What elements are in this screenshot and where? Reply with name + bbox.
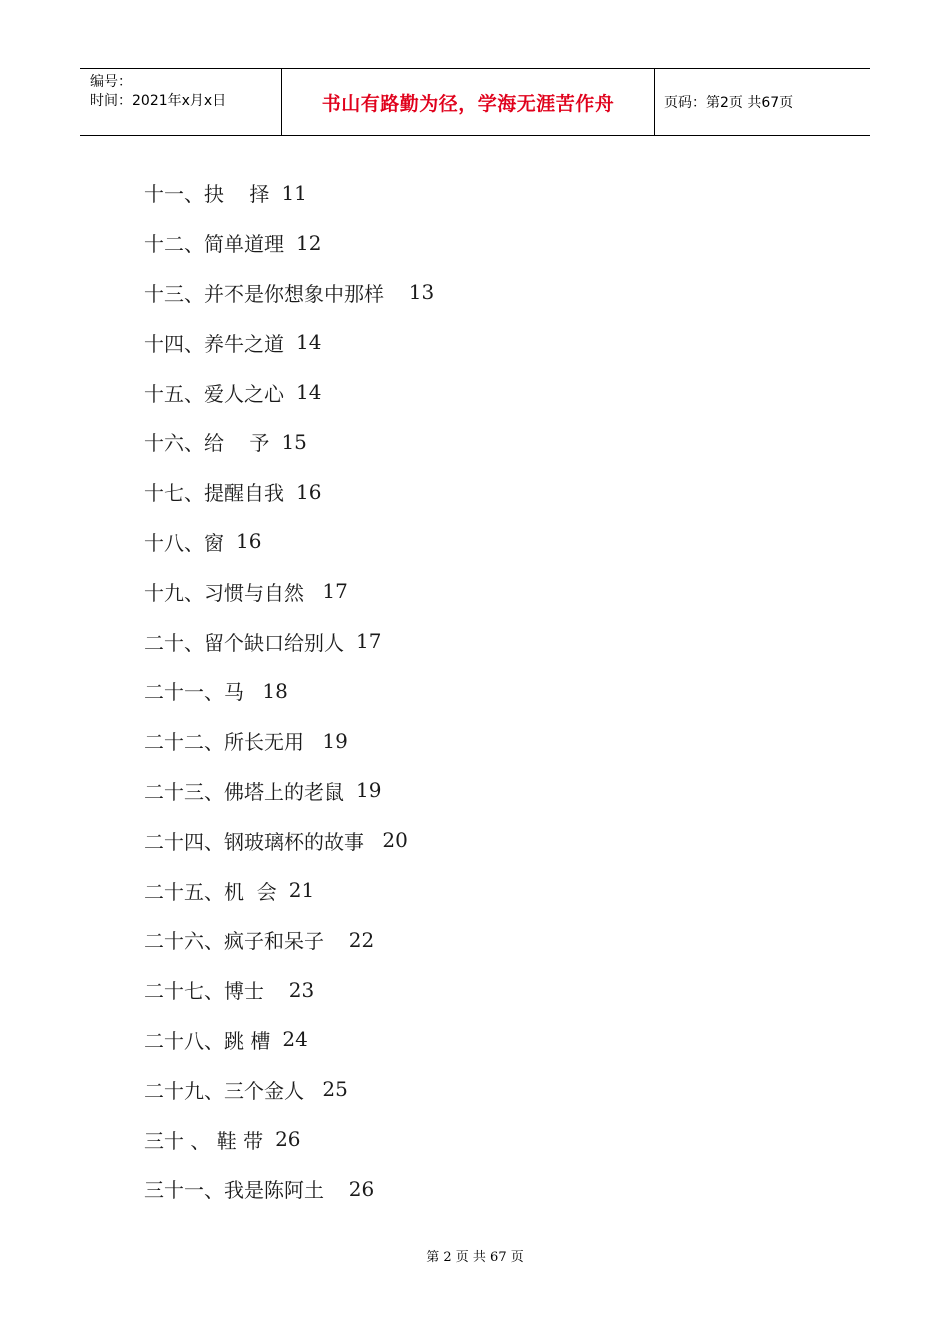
toc-entry (144, 766, 744, 816)
toc-entry-title: 二十、留个缺口给别人 (144, 630, 344, 655)
toc-entry (144, 317, 744, 367)
toc-entry (144, 716, 744, 766)
toc-entry (144, 1164, 744, 1214)
toc-entry (144, 268, 744, 318)
toc-entry-title: 二十五、机 会 (144, 879, 277, 904)
toc-entry-page: 23 (288, 977, 315, 1002)
toc-entry-title: 二十三、佛塔上的老鼠 (144, 779, 344, 804)
toc-entry-page: 18 (262, 678, 288, 703)
toc-entry (144, 417, 744, 467)
toc-entry-page: 13 (408, 280, 435, 305)
toc-entry-page: 21 (288, 878, 315, 903)
toc-entry-page: 12 (296, 230, 322, 255)
toc-entry-page: 17 (322, 579, 348, 604)
toc-entry-title: 十九、习惯与自然 (144, 580, 311, 605)
toc-entry (144, 815, 744, 865)
toc-entry (144, 467, 744, 517)
number-label: 编号： (90, 74, 132, 90)
toc-entry-title: 三十 、 鞋 带 (144, 1128, 264, 1153)
time-label: 时间：2021年x月x日 (90, 93, 227, 109)
toc-entry-page: 26 (348, 1176, 375, 1201)
toc-entry (144, 1064, 744, 1114)
toc-entry (144, 865, 744, 915)
toc-entry-page: 24 (282, 1027, 308, 1052)
toc-entry (144, 168, 744, 218)
toc-entry (144, 367, 744, 417)
toc-entry-title: 二十二、所长无用 (144, 730, 311, 755)
table-of-contents (144, 168, 744, 1214)
toc-entry (144, 666, 744, 716)
toc-entry-title: 十四、养牛之道 (144, 331, 284, 356)
toc-entry (144, 616, 744, 666)
page-header (80, 68, 870, 136)
header-page-info: 页码：第2页 共67页 (664, 95, 794, 111)
toc-entry-title: 十一、抉 择 (144, 182, 270, 207)
toc-entry-title: 十八、窗 (144, 530, 224, 555)
toc-entry-title: 二十六、疯子和呆子 (144, 929, 337, 954)
page-footer: 第 2 页 共 67 页 (426, 1250, 524, 1265)
toc-entry-page: 22 (348, 927, 375, 952)
toc-entry (144, 915, 744, 965)
toc-entry-title: 十七、提醒自我 (144, 481, 284, 506)
toc-entry (144, 1015, 744, 1065)
header-motto: 书山有路勤为径，学海无涯苦作舟 (282, 69, 655, 135)
toc-entry-page: 15 (281, 429, 307, 454)
toc-entry-page: 11 (281, 180, 307, 205)
header-meta (80, 69, 282, 135)
toc-entry-title: 十二、简单道理 (144, 232, 284, 257)
toc-entry-page: 16 (296, 479, 322, 504)
toc-entry-title: 二十七、博士 (144, 979, 277, 1004)
toc-entry-page: 14 (296, 380, 322, 405)
toc-entry (144, 517, 744, 567)
toc-entry-page: 14 (296, 330, 322, 355)
toc-entry (144, 965, 744, 1015)
toc-entry-page: 25 (322, 1077, 348, 1102)
toc-entry-title: 二十九、三个金人 (144, 1078, 311, 1103)
toc-entry (144, 1114, 744, 1164)
toc-entry-title: 二十八、跳 槽 (144, 1028, 271, 1053)
toc-entry-page: 17 (356, 629, 382, 654)
toc-entry-page: 20 (382, 828, 408, 853)
toc-entry-page: 19 (356, 778, 382, 803)
toc-entry-title: 十三、并不是你想象中那样 (144, 281, 397, 306)
toc-entry-title: 二十四、钢玻璃杯的故事 (144, 829, 371, 854)
toc-entry-page: 26 (275, 1127, 301, 1152)
toc-entry-title: 三十一、我是陈阿土 (144, 1178, 337, 1203)
toc-entry (144, 566, 744, 616)
toc-entry-title: 十六、给 予 (144, 431, 270, 456)
toc-entry-title: 二十一、马 (144, 680, 251, 705)
toc-entry-page: 19 (322, 728, 348, 753)
toc-entry (144, 218, 744, 268)
toc-entry-page: 16 (236, 529, 262, 554)
toc-entry-title: 十五、爱人之心 (144, 381, 284, 406)
